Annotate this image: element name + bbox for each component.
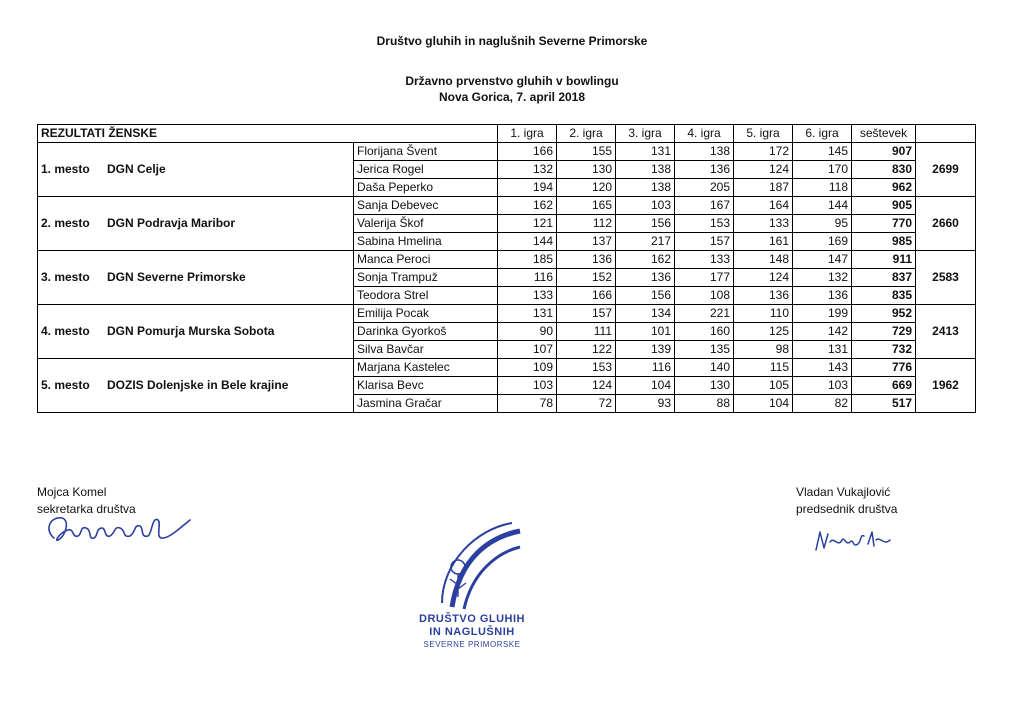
game-score: 144 xyxy=(498,233,557,251)
game-score: 133 xyxy=(734,215,793,233)
game-score: 120 xyxy=(557,179,616,197)
game-score: 221 xyxy=(675,305,734,323)
game-score: 165 xyxy=(557,197,616,215)
game-score: 167 xyxy=(675,197,734,215)
team-place: 3. mesto xyxy=(41,270,90,284)
game-score: 90 xyxy=(498,323,557,341)
game-score: 124 xyxy=(734,269,793,287)
player-name: Florijana Švent xyxy=(354,143,498,161)
team-name: DGN Pomurja Murska Sobota xyxy=(107,324,275,338)
player-name: Sanja Debevec xyxy=(354,197,498,215)
table-row xyxy=(38,251,976,269)
game-score: 103 xyxy=(498,377,557,395)
team-total: 2699 xyxy=(916,143,976,197)
game-score: 124 xyxy=(557,377,616,395)
team-cell xyxy=(38,143,354,197)
player-sum: 952 xyxy=(852,305,916,323)
team-total: 1962 xyxy=(916,359,976,413)
player-name: Jasmina Gračar xyxy=(354,395,498,413)
column-header: 2. igra xyxy=(557,125,616,143)
society-stamp xyxy=(412,517,532,657)
game-score: 135 xyxy=(675,341,734,359)
player-sum: 732 xyxy=(852,341,916,359)
game-score: 166 xyxy=(498,143,557,161)
column-header: 4. igra xyxy=(675,125,734,143)
game-score: 162 xyxy=(616,251,675,269)
game-score: 112 xyxy=(557,215,616,233)
president-signature xyxy=(810,522,900,558)
game-score: 118 xyxy=(793,179,852,197)
team-cell xyxy=(38,251,354,305)
game-score: 133 xyxy=(675,251,734,269)
game-score: 116 xyxy=(616,359,675,377)
team-name: DOZIS Dolenjske in Bele krajine xyxy=(107,378,289,392)
column-header: 5. igra xyxy=(734,125,793,143)
game-score: 131 xyxy=(616,143,675,161)
game-score: 103 xyxy=(616,197,675,215)
game-score: 148 xyxy=(734,251,793,269)
game-score: 130 xyxy=(557,161,616,179)
game-score: 105 xyxy=(734,377,793,395)
game-score: 136 xyxy=(616,269,675,287)
game-score: 133 xyxy=(498,287,557,305)
results-table xyxy=(37,124,976,413)
game-score: 101 xyxy=(616,323,675,341)
game-score: 169 xyxy=(793,233,852,251)
game-score: 122 xyxy=(557,341,616,359)
stamp-line-3: SEVERNE PRIMORSKE xyxy=(423,640,521,649)
player-name: Silva Bavčar xyxy=(354,341,498,359)
game-score: 152 xyxy=(557,269,616,287)
game-score: 153 xyxy=(675,215,734,233)
player-sum: 830 xyxy=(852,161,916,179)
game-score: 104 xyxy=(616,377,675,395)
team-cell xyxy=(38,305,354,359)
table-row xyxy=(38,197,976,215)
stamp-emblem-icon xyxy=(412,517,532,613)
game-score: 78 xyxy=(498,395,557,413)
game-score: 142 xyxy=(793,323,852,341)
game-score: 138 xyxy=(616,179,675,197)
game-score: 147 xyxy=(793,251,852,269)
game-score: 125 xyxy=(734,323,793,341)
game-score: 136 xyxy=(793,287,852,305)
player-sum: 669 xyxy=(852,377,916,395)
game-score: 155 xyxy=(557,143,616,161)
game-score: 121 xyxy=(498,215,557,233)
stamp-line-1: DRUŠTVO GLUHIH xyxy=(419,613,525,625)
player-sum: 911 xyxy=(852,251,916,269)
game-score: 161 xyxy=(734,233,793,251)
game-score: 160 xyxy=(675,323,734,341)
stamp-line-2: IN NAGLUŠNIH xyxy=(429,626,515,638)
secretary-name: Mojca Komel xyxy=(37,485,107,499)
game-score: 103 xyxy=(793,377,852,395)
team-place: 5. mesto xyxy=(41,378,90,392)
president-name: Vladan Vukajlović xyxy=(796,485,891,499)
game-score: 138 xyxy=(616,161,675,179)
player-sum: 835 xyxy=(852,287,916,305)
game-score: 187 xyxy=(734,179,793,197)
table-header-row xyxy=(38,125,976,143)
team-total: 2413 xyxy=(916,305,976,359)
game-score: 145 xyxy=(793,143,852,161)
game-score: 130 xyxy=(675,377,734,395)
game-score: 177 xyxy=(675,269,734,287)
column-header: seštevek xyxy=(852,125,916,143)
player-name: Valerija Škof xyxy=(354,215,498,233)
president-signature-block xyxy=(796,484,897,518)
table-label: REZULTATI ŽENSKE xyxy=(38,125,498,143)
game-score: 194 xyxy=(498,179,557,197)
game-score: 137 xyxy=(557,233,616,251)
document-subtitle: Nova Gorica, 7. april 2018 xyxy=(438,90,586,104)
game-score: 93 xyxy=(616,395,675,413)
game-score: 139 xyxy=(616,341,675,359)
game-score: 115 xyxy=(734,359,793,377)
game-score: 109 xyxy=(498,359,557,377)
player-name: Sonja Trampuž xyxy=(354,269,498,287)
game-score: 170 xyxy=(793,161,852,179)
team-cell xyxy=(38,359,354,413)
game-score: 111 xyxy=(557,323,616,341)
player-sum: 985 xyxy=(852,233,916,251)
player-name: Daša Peperko xyxy=(354,179,498,197)
game-score: 185 xyxy=(498,251,557,269)
player-sum: 962 xyxy=(852,179,916,197)
game-score: 157 xyxy=(557,305,616,323)
game-score: 134 xyxy=(616,305,675,323)
game-score: 156 xyxy=(616,215,675,233)
player-sum: 770 xyxy=(852,215,916,233)
table-row xyxy=(38,305,976,323)
game-score: 104 xyxy=(734,395,793,413)
player-name: Teodora Strel xyxy=(354,287,498,305)
team-total: 2583 xyxy=(916,251,976,305)
game-score: 110 xyxy=(734,305,793,323)
document-title: Državno prvenstvo gluhih v bowlingu xyxy=(405,74,619,88)
game-score: 143 xyxy=(793,359,852,377)
game-score: 95 xyxy=(793,215,852,233)
game-score: 205 xyxy=(675,179,734,197)
team-place: 1. mesto xyxy=(41,162,90,176)
game-score: 172 xyxy=(734,143,793,161)
player-name: Sabina Hmelina xyxy=(354,233,498,251)
game-score: 98 xyxy=(734,341,793,359)
table-row xyxy=(38,143,976,161)
game-score: 72 xyxy=(557,395,616,413)
player-name: Manca Peroci xyxy=(354,251,498,269)
team-place: 2. mesto xyxy=(41,216,90,230)
game-score: 136 xyxy=(675,161,734,179)
team-total: 2660 xyxy=(916,197,976,251)
game-score: 116 xyxy=(498,269,557,287)
player-sum: 907 xyxy=(852,143,916,161)
game-score: 199 xyxy=(793,305,852,323)
player-name: Marjana Kastelec xyxy=(354,359,498,377)
team-name: DGN Severne Primorske xyxy=(107,270,246,284)
game-score: 131 xyxy=(498,305,557,323)
organization-heading: Društvo gluhih in naglušnih Severne Primorske xyxy=(376,34,648,48)
game-score: 144 xyxy=(793,197,852,215)
game-score: 88 xyxy=(675,395,734,413)
game-score: 156 xyxy=(616,287,675,305)
game-score: 217 xyxy=(616,233,675,251)
player-sum: 729 xyxy=(852,323,916,341)
game-score: 136 xyxy=(734,287,793,305)
team-place: 4. mesto xyxy=(41,324,90,338)
game-score: 157 xyxy=(675,233,734,251)
column-header: 6. igra xyxy=(793,125,852,143)
secretary-role: sekretarka društva xyxy=(37,502,136,516)
game-score: 131 xyxy=(793,341,852,359)
player-name: Klarisa Bevc xyxy=(354,377,498,395)
player-sum: 905 xyxy=(852,197,916,215)
player-name: Jerica Rogel xyxy=(354,161,498,179)
table-row xyxy=(38,359,976,377)
game-score: 153 xyxy=(557,359,616,377)
team-name: DGN Celje xyxy=(107,162,166,176)
results-body xyxy=(38,143,976,413)
game-score: 124 xyxy=(734,161,793,179)
game-score: 136 xyxy=(557,251,616,269)
game-score: 107 xyxy=(498,341,557,359)
column-header: 1. igra xyxy=(498,125,557,143)
team-name: DGN Podravja Maribor xyxy=(107,216,236,230)
player-sum: 776 xyxy=(852,359,916,377)
game-score: 164 xyxy=(734,197,793,215)
secretary-signature xyxy=(40,508,200,554)
game-score: 166 xyxy=(557,287,616,305)
team-cell xyxy=(38,197,354,251)
game-score: 108 xyxy=(675,287,734,305)
player-sum: 837 xyxy=(852,269,916,287)
player-name: Emilija Pocak xyxy=(354,305,498,323)
column-header: 3. igra xyxy=(616,125,675,143)
column-header-empty xyxy=(916,125,976,143)
game-score: 82 xyxy=(793,395,852,413)
player-name: Darinka Gyorkoš xyxy=(354,323,498,341)
game-score: 140 xyxy=(675,359,734,377)
player-sum: 517 xyxy=(852,395,916,413)
game-score: 132 xyxy=(498,161,557,179)
game-score: 132 xyxy=(793,269,852,287)
game-score: 162 xyxy=(498,197,557,215)
game-score: 138 xyxy=(675,143,734,161)
president-role: predsednik društva xyxy=(796,502,898,516)
